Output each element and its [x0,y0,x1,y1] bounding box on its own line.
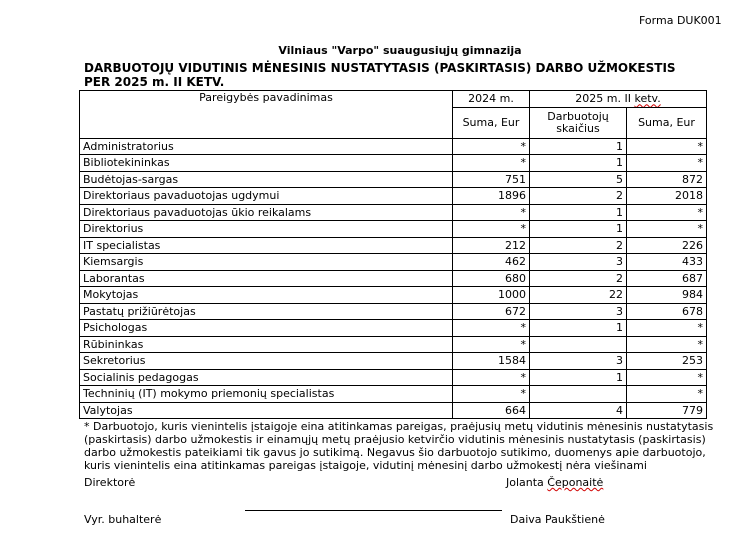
cell-position-name: Pastatų prižiūrėtojas [80,303,453,320]
cell-sum-2025: 687 [627,270,707,287]
cell-sum-2024: * [453,155,530,172]
table-row [80,237,707,254]
form-code: Forma DUK001 [639,14,722,27]
cell-position-name: Rūbininkas [80,336,453,353]
cell-sum-2025: * [627,369,707,386]
director-label: Direktorė [84,476,136,489]
header-2025-prefix: 2025 m. II [575,92,635,106]
table-row [80,155,707,172]
document-title: DARBUOTOJŲ VIDUTINIS MĖNESINIS NUSTATYTASIS (PASKIRTASIS) DARBO UŽMOKESTIS PER 2025 m. II KETV. [84,61,676,89]
cell-sum-2024: 212 [453,237,530,254]
cell-sum-2025: * [627,138,707,155]
subheader-sum-2024: Suma, Eur [453,107,530,138]
table-row [80,303,707,320]
cell-sum-2024: 1584 [453,353,530,370]
cell-position-name: Administratorius [80,138,453,155]
cell-position-name: Valytojas [80,402,453,419]
cell-sum-2025: * [627,336,707,353]
cell-sum-2025: 253 [627,353,707,370]
cell-position-name: Direktoriaus pavaduotojas ugdymui [80,188,453,205]
accountant-label: Vyr. buhalterė [84,513,162,526]
cell-position-name: Direktoriaus pavaduotojas ūkio reikalams [80,204,453,221]
cell-employee-count: 4 [530,402,627,419]
table-row [80,138,707,155]
cell-position-name: Sekretorius [80,353,453,370]
cell-position-name: Direktorius [80,221,453,238]
cell-sum-2024: * [453,138,530,155]
cell-position-name: Laborantas [80,270,453,287]
table-row [80,221,707,238]
cell-employee-count: 2 [530,237,627,254]
cell-sum-2025: 984 [627,287,707,304]
cell-employee-count: 22 [530,287,627,304]
cell-employee-count: 1 [530,221,627,238]
cell-sum-2024: * [453,336,530,353]
subheader-sum-2025: Suma, Eur [627,107,707,138]
cell-sum-2024: 1896 [453,188,530,205]
table-row [80,188,707,205]
cell-position-name: Psichologas [80,320,453,337]
cell-position-name: IT specialistas [80,237,453,254]
table-row [80,270,707,287]
cell-employee-count: 1 [530,320,627,337]
director-first-name: Jolanta [506,476,548,489]
cell-employee-count: 1 [530,369,627,386]
organization-name: Vilniaus "Varpo" suaugusiųjų gimnazija [278,44,522,57]
cell-employee-count [530,336,627,353]
cell-position-name: Kiemsargis [80,254,453,271]
header-position: Pareigybės pavadinimas [80,91,453,139]
table-row [80,254,707,271]
table-header-row [80,91,707,108]
cell-sum-2024: 672 [453,303,530,320]
cell-sum-2025: * [627,386,707,403]
header-2025 [530,91,707,108]
cell-sum-2024: 664 [453,402,530,419]
cell-sum-2024: * [453,369,530,386]
cell-sum-2025: * [627,320,707,337]
cell-employee-count [530,386,627,403]
salary-table [79,90,707,419]
table-row [80,353,707,370]
cell-sum-2024: 462 [453,254,530,271]
cell-position-name: Bibliotekininkas [80,155,453,172]
table-row [80,287,707,304]
cell-position-name: Socialinis pedagogas [80,369,453,386]
cell-sum-2025: 433 [627,254,707,271]
accountant-name: Daiva Paukštienė [510,513,605,526]
table-row [80,386,707,403]
cell-sum-2024: * [453,204,530,221]
cell-sum-2025: 226 [627,237,707,254]
table-row [80,402,707,419]
cell-employee-count: 2 [530,270,627,287]
cell-employee-count: 3 [530,254,627,271]
signature-line [245,510,502,511]
table-row [80,336,707,353]
cell-sum-2024: * [453,221,530,238]
cell-sum-2025: * [627,155,707,172]
cell-sum-2025: * [627,204,707,221]
cell-employee-count: 3 [530,303,627,320]
cell-employee-count: 1 [530,138,627,155]
cell-position-name: Budėtojas-sargas [80,171,453,188]
cell-employee-count: 5 [530,171,627,188]
cell-position-name: Techninių (IT) mokymo priemonių specialistas [80,386,453,403]
subheader-employee-count: Darbuotojų skaičius [530,107,627,138]
cell-sum-2024: * [453,320,530,337]
cell-sum-2025: 779 [627,402,707,419]
cell-employee-count: 1 [530,204,627,221]
director-last-name: Čeponaitė [547,476,604,489]
director-name [506,476,603,489]
cell-sum-2025: 872 [627,171,707,188]
table-row [80,204,707,221]
cell-employee-count: 3 [530,353,627,370]
cell-sum-2025: 2018 [627,188,707,205]
cell-sum-2025: * [627,221,707,238]
cell-sum-2025: 678 [627,303,707,320]
cell-position-name: Mokytojas [80,287,453,304]
cell-sum-2024: * [453,386,530,403]
cell-employee-count: 2 [530,188,627,205]
header-2024: 2024 m. [453,91,530,108]
cell-sum-2024: 1000 [453,287,530,304]
header-2025-suffix: ketv. [634,92,661,106]
cell-employee-count: 1 [530,155,627,172]
cell-sum-2024: 680 [453,270,530,287]
table-row [80,369,707,386]
cell-sum-2024: 751 [453,171,530,188]
footnote: * Darbuotojo, kuris vienintelis įstaigoje eina atitinkamas pareigas, praėjusių metų vidutinis mėnesinis nustatytasis (paskirtasis) darbo užmokestis ir einamųjų metų praėjusio ketvirčio vidutinis mėnesinis nustatytasis (paskirtasis) darbo užmokestis pateikiami tik gavus jo sutikimą. Negavus šio darbuotojo sutikimo, duomenys apie darbuotojo, kuris vienintelis eina atitinkamas pareigas įstaigoje, vidutinį mėnesinį darbo užmokestį nėra viešinami [84,420,714,472]
table-row [80,171,707,188]
table-row [80,320,707,337]
